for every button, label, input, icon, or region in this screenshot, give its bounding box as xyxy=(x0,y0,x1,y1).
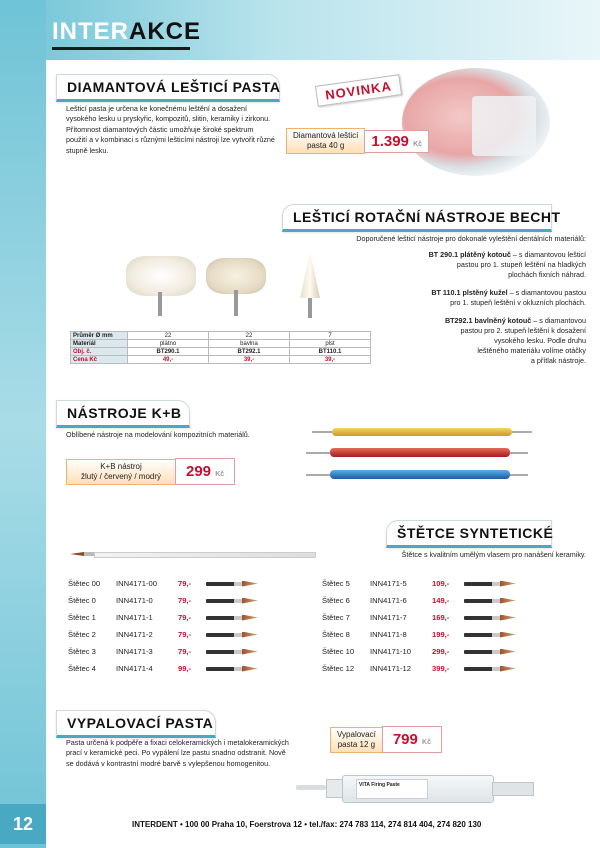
brush-price: 79,- xyxy=(178,596,192,605)
spec-cell: bavlna xyxy=(209,340,290,348)
brush-name: Štětec 5 xyxy=(322,579,350,588)
brush-large-image xyxy=(70,551,320,557)
brush-row xyxy=(322,593,516,608)
section-header-kb xyxy=(56,400,190,428)
firing-price-label-2: pasta 12 g xyxy=(337,739,376,749)
spec-cell: BT110.1 xyxy=(290,348,371,356)
section-header-diamond xyxy=(56,74,280,102)
brush-price: 399,- xyxy=(432,664,450,673)
brush-price: 149,- xyxy=(432,596,450,605)
brush-code: INN4171-00 xyxy=(116,579,157,588)
brush-thumbnail xyxy=(206,615,258,621)
becht-item-3-text3: vysokého lesku. Podle druhu xyxy=(494,336,586,345)
kb-price-label xyxy=(66,459,176,485)
brush-code: INN4171-10 xyxy=(370,647,411,656)
brush-name: Štětec 10 xyxy=(322,647,355,656)
kb-text: Oblíbené nástroje na modelování kompozitních materiálů. xyxy=(66,430,250,439)
section-header-brushes xyxy=(386,520,552,548)
firing-price-box xyxy=(330,726,442,753)
becht-item-2-text2: pro 1. stupeň leštění v okluzních plochách. xyxy=(450,298,586,307)
diamond-price-label-1: Diamantová lešticí xyxy=(293,131,359,140)
felt-cone-shank xyxy=(308,298,312,318)
brush-row xyxy=(322,644,516,659)
spec-cell: 49,- xyxy=(128,356,209,364)
brush-code: INN4171-3 xyxy=(116,647,153,656)
brush-row xyxy=(322,576,516,591)
brush-row xyxy=(322,610,516,625)
section-header-firing xyxy=(56,710,216,738)
brush-row xyxy=(68,627,258,642)
becht-item-3 xyxy=(356,316,586,366)
brush-name: Štětec 3 xyxy=(68,647,96,656)
brush-code: INN4171-12 xyxy=(370,664,411,673)
becht-item-3-code: BT292.1 bavlněný kotouč xyxy=(444,316,532,325)
brush-thumbnail xyxy=(464,581,516,587)
spec-label-price: Cena Kč xyxy=(71,356,128,364)
diamond-price-label-2: pasta 40 g xyxy=(306,141,345,150)
brush-price: 299,- xyxy=(432,647,450,656)
brushes-text: Štětce s kvalitním umělým vlasem pro nanášení keramiky. xyxy=(401,550,586,559)
kb-instrument-blue xyxy=(306,470,528,479)
spec-label-diameter: Průměr Ø mm xyxy=(71,332,128,340)
cotton-wheel-image xyxy=(206,258,266,294)
brush-name: Štětec 12 xyxy=(322,664,355,673)
kb-price-box xyxy=(66,458,235,485)
brush-name: Štětec 6 xyxy=(322,596,350,605)
diamond-currency: Kč xyxy=(413,140,423,148)
section-title-brushes: ŠTĚTCE SYNTETICKÉ xyxy=(397,525,554,541)
footer-text: INTERDENT • 100 00 Praha 10, Foerstrova 12 • tel./fax: 274 783 114, 274 814 404, 274 820 130 xyxy=(132,820,482,829)
brush-row xyxy=(68,593,258,608)
brush-price: 79,- xyxy=(178,630,192,639)
cloth-wheel-shank xyxy=(158,292,162,316)
becht-item-2-text1: – s diamantovou pastou xyxy=(507,288,586,297)
firing-price-value: 799 xyxy=(392,731,418,748)
spec-cell: plst xyxy=(290,340,371,348)
becht-item-1-text2: pastou pro 1. stupeň leštění na hladkých xyxy=(456,260,586,269)
spec-cell: 39,- xyxy=(290,356,371,364)
section-title-firing: VYPALOVACÍ PASTA xyxy=(67,715,214,731)
kb-instrument-red xyxy=(306,448,528,457)
kb-currency: Kč xyxy=(215,471,225,478)
brush-price: 109,- xyxy=(432,579,450,588)
brush-price: 79,- xyxy=(178,613,192,622)
brush-thumbnail xyxy=(464,666,516,672)
cloth-wheel-image xyxy=(126,256,196,296)
brush-thumbnail xyxy=(464,649,516,655)
section-header-becht xyxy=(282,204,561,232)
firing-currency: Kč xyxy=(422,739,431,746)
brush-code: INN4171-1 xyxy=(116,613,153,622)
brush-code: INN4171-6 xyxy=(370,596,407,605)
spec-label-code: Obj. č. xyxy=(71,348,128,356)
spec-cell: 7 xyxy=(290,332,371,340)
diamond-price-value: 1.399 xyxy=(371,132,409,150)
spec-cell: BT290.1 xyxy=(128,348,209,356)
firing-description xyxy=(66,738,292,769)
becht-extra-1: leštěného materiálu volíme otáčky xyxy=(477,346,586,355)
spec-cell: plátno xyxy=(128,340,209,348)
becht-item-1 xyxy=(356,250,586,280)
brush-name: Štětec 8 xyxy=(322,630,350,639)
title-underline xyxy=(52,47,190,50)
becht-item-3-text2: pastou pro 2. stupeň leštění k dosažení xyxy=(460,326,586,335)
firing-text: Pasta určená k podpěře a fixaci celokeramických i metalokeramických prací v keramické peci. Po vypálení lze pastu snadno odstranit. Nově se dodává v kontrastní modré barvě s vylepšenou homogenitou. xyxy=(66,738,289,768)
cotton-wheel-shank xyxy=(234,290,238,316)
brush-row xyxy=(322,627,516,642)
brush-thumbnail xyxy=(464,598,516,604)
spec-cell: 22 xyxy=(209,332,290,340)
spec-label-material: Materiál xyxy=(71,340,128,348)
firing-price-label-1: Vypalovací xyxy=(337,729,376,739)
diamond-price xyxy=(364,130,429,153)
brush-code: INN4171-0 xyxy=(116,596,153,605)
kb-price-value: 299 xyxy=(186,463,212,480)
becht-extra-2: a přítlak nástroje. xyxy=(530,356,586,365)
firing-price-label xyxy=(330,727,383,753)
brush-name: Štětec 1 xyxy=(68,613,96,622)
brush-code: INN4171-5 xyxy=(370,579,407,588)
brush-name: Štětec 7 xyxy=(322,613,350,622)
brush-thumbnail xyxy=(206,632,258,638)
brush-price: 169,- xyxy=(432,613,450,622)
brush-row xyxy=(68,661,258,676)
title-part1: INTER xyxy=(52,18,129,45)
brush-price: 99,- xyxy=(178,664,192,673)
page-title xyxy=(52,18,201,46)
section-title-kb: NÁSTROJE K+B xyxy=(67,405,182,421)
kb-price-label-2: žlutý / červený / modrý xyxy=(80,471,162,481)
brush-code: INN4171-8 xyxy=(370,630,407,639)
section-title-diamond: DIAMANTOVÁ LEŠTICÍ PASTA xyxy=(67,79,281,95)
becht-spec-table xyxy=(70,331,371,364)
brush-name: Štětec 4 xyxy=(68,664,96,673)
brush-thumbnail xyxy=(464,632,516,638)
becht-item-1-text3: plochách fixních náhrad. xyxy=(508,270,586,279)
brush-code: INN4171-4 xyxy=(116,664,153,673)
title-part2: AKCE xyxy=(129,18,202,45)
brush-price: 79,- xyxy=(178,579,192,588)
brush-row xyxy=(68,576,258,591)
brush-thumbnail xyxy=(206,666,258,672)
novinka-badge: NOVINKA xyxy=(315,74,402,107)
brush-price: 199,- xyxy=(432,630,450,639)
becht-item-1-text1: – s diamantovou lešticí xyxy=(510,250,586,259)
brush-row xyxy=(322,661,516,676)
becht-item-2-code: BT 110.1 plstěný kužel xyxy=(431,288,508,297)
brush-code: INN4171-7 xyxy=(370,613,407,622)
brush-thumbnail xyxy=(206,581,258,587)
section-title-becht: LEŠTICÍ ROTAČNÍ NÁSTROJE BECHT xyxy=(293,209,561,225)
brush-row xyxy=(68,644,258,659)
spec-cell: 39,- xyxy=(209,356,290,364)
jar-label xyxy=(472,96,536,156)
diamond-price-label xyxy=(286,128,365,154)
becht-item-3-text1: – s diamantovou xyxy=(531,316,586,325)
page-number: 12 xyxy=(0,804,46,844)
diamond-description xyxy=(66,104,276,156)
brush-price: 79,- xyxy=(178,647,192,656)
brush-name: Štětec 2 xyxy=(68,630,96,639)
kb-instrument-yellow xyxy=(312,428,522,436)
becht-item-2 xyxy=(356,288,586,308)
becht-intro: Doporučené lešticí nástroje pro dokonalé vyleštění dentálních materiálů: xyxy=(356,234,586,243)
firing-price xyxy=(382,726,442,753)
brush-code: INN4171-2 xyxy=(116,630,153,639)
left-strip xyxy=(0,0,46,848)
brush-name: Štětec 00 xyxy=(68,579,101,588)
brush-thumbnail xyxy=(206,598,258,604)
brush-thumbnail xyxy=(464,615,516,621)
syringe-image xyxy=(296,770,546,806)
brush-thumbnail xyxy=(206,649,258,655)
brush-row xyxy=(68,610,258,625)
spec-cell: 22 xyxy=(128,332,209,340)
diamond-text: Lešticí pasta je určena ke konečnému leštění a dosažení vysokého lesku u pryskyřic, kompozitů, slitin, keramiky i zirkonu. Přítomnost diamantových částic umožňuje široké spektrum použití a v kombinaci s různými lešticími nástroji lze vytvořit různé stupně lesku. xyxy=(66,104,275,155)
brush-name: Štětec 0 xyxy=(68,596,96,605)
spec-cell: BT292.1 xyxy=(209,348,290,356)
kb-price xyxy=(175,458,235,485)
becht-item-1-code: BT 290.1 plátěný kotouč xyxy=(428,250,511,259)
kb-price-label-1: K+B nástroj xyxy=(100,461,142,471)
diamond-price-box xyxy=(286,128,429,154)
syringe-label: VITA Firing Paste xyxy=(359,782,400,788)
